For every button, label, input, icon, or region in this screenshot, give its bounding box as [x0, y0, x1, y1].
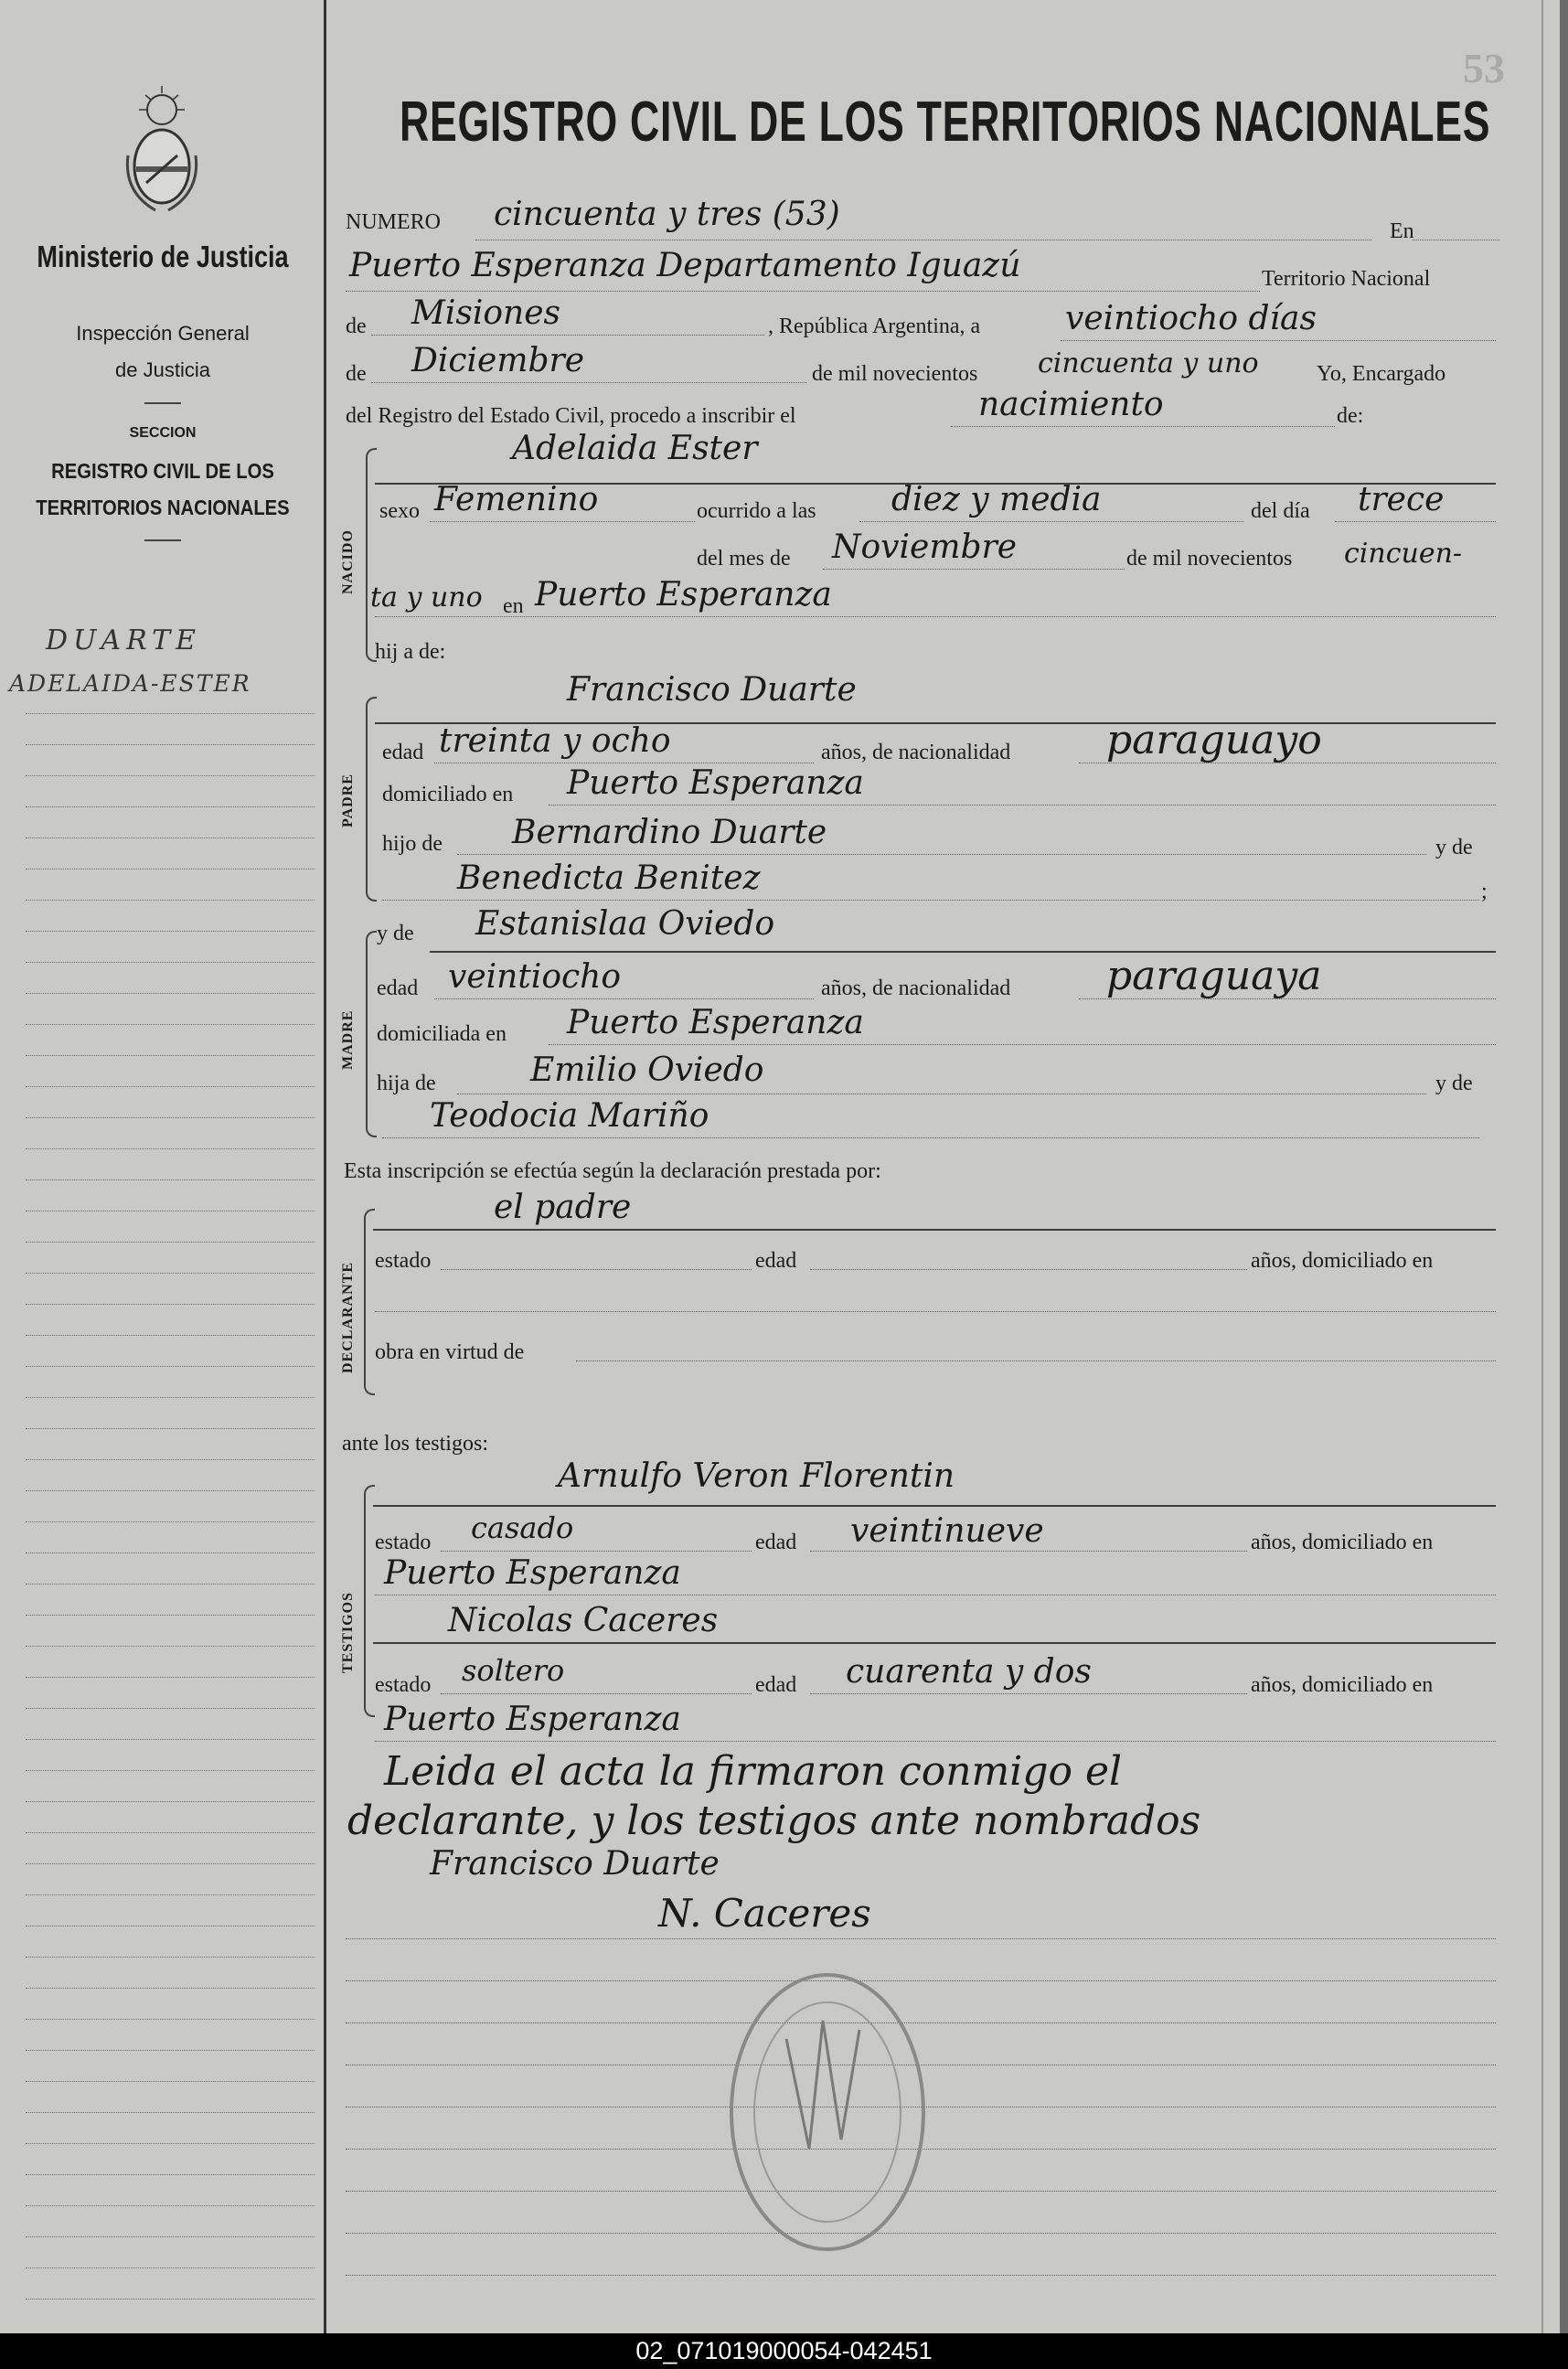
section-line1: REGISTRO CIVIL DE LOS	[51, 459, 274, 483]
hw-cierre2: declarante, y los testigos ante nombrados	[347, 1798, 1201, 1844]
ruled-line	[26, 2299, 315, 2300]
label-edad: edad	[377, 976, 419, 1000]
ruled-line	[26, 2143, 315, 2144]
ruled-line	[26, 2050, 315, 2051]
label-obra: obra en virtud de	[375, 1340, 525, 1364]
signature-testigo: N. Caceres	[658, 1891, 871, 1936]
label-estado: estado	[375, 1673, 432, 1697]
label-en2: en	[503, 594, 524, 618]
coat-of-arms-icon	[119, 82, 205, 219]
label-anos-nac: años, de nacionalidad	[821, 976, 1011, 1000]
ruled-line	[26, 2112, 315, 2113]
ruled-line	[26, 962, 315, 963]
ruled-line	[26, 2236, 315, 2237]
dotted-line	[457, 854, 1426, 855]
hw-testigo1: Arnulfo Veron Florentin	[558, 1457, 955, 1495]
divider	[144, 539, 181, 541]
ruled-line	[26, 1179, 315, 1180]
brace-nacido	[366, 448, 377, 662]
label-de: de	[346, 315, 367, 338]
dotted-line	[823, 569, 1125, 570]
label-mil: de mil novecientos	[812, 362, 978, 386]
hw-mes-nac: Noviembre	[832, 528, 1018, 566]
label-mil2: de mil novecientos	[1126, 547, 1293, 571]
dotted-line	[549, 1044, 1496, 1045]
official-stamp-icon	[722, 1966, 933, 2258]
hw-padre-nac: paraguayo	[1106, 717, 1322, 763]
label-edad: edad	[755, 1673, 797, 1697]
hw-madre-nac: paraguaya	[1106, 953, 1322, 999]
ruled-line	[26, 1304, 315, 1305]
hw-cierre1: Leida el acta la firmaron conmigo el	[384, 1748, 1123, 1795]
label-republica: , República Argentina, a	[768, 315, 981, 338]
label-inscripcion: Esta inscripción se efectúa según la declaración prestada por:	[344, 1159, 881, 1183]
hw-abuelo-m: Emilio Oviedo	[530, 1051, 764, 1089]
label-de-colon: de:	[1337, 404, 1364, 428]
dotted-line	[430, 521, 695, 522]
ruled-line	[26, 1832, 315, 1833]
label-hija-de: hija de	[377, 1072, 436, 1095]
label-anos-dom: años, domiciliado en	[1251, 1249, 1434, 1273]
sidebar	[0, 0, 325, 2333]
brace-declarante	[364, 1209, 375, 1395]
margin-given-names: ADELAIDA-ESTER	[9, 670, 251, 697]
section-line2: TERRITORIOS NACIONALES	[36, 496, 290, 519]
ruled-line	[26, 1801, 315, 1802]
label-domiciliado: domiciliado en	[382, 783, 514, 806]
dotted-line	[382, 900, 1479, 901]
label-y-de: y de	[1435, 836, 1473, 859]
label-edad: edad	[755, 1249, 797, 1273]
dotted-line	[1061, 340, 1496, 341]
ruled-line	[26, 1863, 315, 1864]
label-testigos-v: TESTIGOS	[340, 1592, 356, 1673]
hw-t1-edad: veintinueve	[850, 1512, 1044, 1550]
sidebar-border	[324, 0, 326, 2333]
dotted-line	[859, 521, 1243, 522]
hw-t2-estado: soltero	[462, 1653, 565, 1688]
hw-nombre: Adelaida Ester	[512, 430, 758, 467]
hw-dia: trece	[1358, 481, 1445, 518]
inspection-line2: de Justicia	[115, 358, 210, 381]
hw-t2-edad: cuarenta y dos	[846, 1653, 1092, 1691]
ruled-line	[346, 2275, 1496, 2276]
ruled-line	[26, 1366, 315, 1367]
label-hijo-de: hijo de	[382, 832, 443, 856]
ruled-line	[26, 869, 315, 870]
dotted-line	[434, 998, 814, 999]
scan-id-band	[0, 2333, 1568, 2369]
page-number: 53	[1463, 45, 1505, 91]
dotted-line	[382, 1137, 1479, 1138]
label-madre: MADRE	[340, 1009, 356, 1070]
label-domiciliada: domiciliada en	[377, 1022, 507, 1046]
dotted-line	[810, 1551, 1247, 1552]
label-padre: PADRE	[340, 774, 356, 827]
ruled-line	[26, 931, 315, 932]
ruled-line	[26, 1086, 315, 1087]
dotted-line	[810, 1693, 1247, 1694]
label-del-mes: del mes de	[697, 547, 791, 571]
label-testigos: ante los testigos:	[342, 1432, 488, 1456]
label-en: En	[1390, 219, 1414, 243]
hw-padre-dom: Puerto Esperanza	[567, 764, 864, 802]
label-del-dia: del día	[1251, 499, 1310, 523]
label-anos-dom: años, domiciliado en	[1251, 1531, 1434, 1554]
ruled-line	[26, 1988, 315, 1989]
dotted-line	[549, 805, 1496, 806]
hw-t1-dom: Puerto Esperanza	[384, 1554, 681, 1592]
label-territorio: Territorio Nacional	[1262, 267, 1431, 291]
hw-anio-nac-b: ta y uno	[370, 582, 483, 614]
ruled-line	[26, 1615, 315, 1616]
margin-surname: DUARTE	[46, 624, 202, 656]
dotted-line	[1079, 998, 1496, 999]
hw-abuela-m: Teodocia Mariño	[430, 1097, 709, 1135]
solid-line	[430, 951, 1496, 953]
hw-t2-dom: Puerto Esperanza	[384, 1701, 681, 1738]
label-y-de: y de	[1435, 1072, 1473, 1095]
ruled-line	[26, 1117, 315, 1118]
hw-madre: Estanislaa Oviedo	[475, 905, 775, 943]
dotted-line	[441, 1693, 752, 1694]
ruled-line	[26, 1584, 315, 1585]
section-label: SECCION	[129, 425, 197, 441]
hw-anio-nac-a: cincuen-	[1344, 538, 1463, 570]
label-ocurrido: ocurrido a las	[697, 499, 816, 523]
ruled-line	[26, 900, 315, 901]
ruled-line	[26, 1397, 315, 1398]
label-nacido: NACIDO	[340, 529, 356, 594]
dotted-line	[371, 382, 806, 383]
ruled-line	[26, 775, 315, 776]
hw-abuelo-p: Bernardino Duarte	[512, 814, 827, 851]
ruled-line	[26, 2174, 315, 2175]
dotted-line	[375, 1311, 1496, 1312]
hw-acto: nacimiento	[978, 386, 1164, 423]
ruled-line	[26, 1677, 315, 1678]
brace-padre	[366, 697, 377, 902]
hw-mes: Diciembre	[411, 342, 585, 379]
dotted-line	[441, 1551, 752, 1552]
label-declarante: DECLARANTE	[340, 1261, 356, 1373]
ruled-line	[26, 1646, 315, 1647]
signature-padre: Francisco Duarte	[430, 1845, 720, 1883]
ruled-line	[26, 1739, 315, 1740]
ruled-line	[26, 1273, 315, 1274]
ruled-line	[26, 744, 315, 745]
label-hija: hij a de:	[375, 640, 446, 664]
hw-declarante: el padre	[494, 1189, 632, 1226]
solid-line	[373, 1642, 1496, 1644]
label-anos-dom: años, domiciliado en	[1251, 1673, 1434, 1697]
brace-testigos	[364, 1485, 375, 1717]
hw-testigo2: Nicolas Caceres	[448, 1602, 719, 1639]
ruled-line	[26, 1024, 315, 1025]
hw-lugar-nac: Puerto Esperanza	[535, 576, 832, 614]
hw-padre: Francisco Duarte	[567, 671, 857, 709]
hw-lugar: Puerto Esperanza Departamento Iguazú	[349, 247, 1021, 284]
ruled-line	[26, 1490, 315, 1491]
ruled-line	[26, 1521, 315, 1522]
brace-madre	[366, 931, 377, 1137]
ruled-line	[26, 1957, 315, 1958]
label-registro: del Registro del Estado Civil, procedo a inscribir el	[346, 404, 796, 428]
label-yo: Yo, Encargado	[1317, 362, 1446, 386]
hw-t1-estado: casado	[471, 1510, 574, 1545]
ruled-line	[26, 1148, 315, 1149]
hw-madre-edad: veintiocho	[448, 958, 622, 996]
page-margin-rule	[1541, 0, 1543, 2333]
hw-abuela-p: Benedicta Benitez	[457, 859, 761, 897]
ruled-line	[26, 2205, 315, 2206]
ruled-line	[26, 1459, 315, 1460]
ruled-line	[26, 713, 315, 714]
dotted-line	[951, 426, 1335, 427]
hw-numero: cincuenta y tres (53)	[494, 196, 840, 233]
dotted-line	[810, 1269, 1247, 1270]
hw-madre-dom: Puerto Esperanza	[567, 1004, 864, 1041]
ruled-line	[26, 806, 315, 807]
dotted-line	[371, 335, 764, 336]
dotted-line	[441, 1269, 752, 1270]
label-de: de	[346, 362, 367, 386]
label-anos-nac: años, de nacionalidad	[821, 741, 1011, 764]
ruled-line	[26, 1708, 315, 1709]
label-edad: edad	[755, 1531, 797, 1554]
ruled-line	[26, 2081, 315, 2082]
hw-territorio: Misiones	[411, 294, 561, 332]
label-edad: edad	[382, 741, 424, 764]
dotted-line	[375, 616, 1496, 617]
ruled-line	[26, 1335, 315, 1336]
label-numero: NUMERO	[346, 210, 442, 234]
ruled-line	[346, 1938, 1496, 1939]
label-semicolon: ;	[1481, 880, 1488, 903]
solid-line	[373, 1229, 1496, 1231]
dotted-line	[375, 1741, 1496, 1742]
page-edge	[1560, 0, 1568, 2333]
label-sexo: sexo	[379, 499, 420, 523]
label-estado: estado	[375, 1249, 432, 1273]
inspection-line1: Inspección General	[76, 322, 250, 345]
ruled-line	[26, 1242, 315, 1243]
scan-id: 02_071019000054-042451	[635, 2337, 933, 2364]
ministry-title: Ministerio de Justicia	[37, 240, 289, 273]
hw-sexo: Femenino	[434, 481, 599, 518]
hw-hora: diez y media	[891, 481, 1102, 518]
label-estado: estado	[375, 1531, 432, 1554]
dotted-line	[1335, 521, 1496, 522]
divider	[144, 402, 181, 404]
hw-padre-edad: treinta y ocho	[439, 722, 671, 760]
ruled-line	[26, 1428, 315, 1429]
hw-fecha: veintiocho días	[1065, 300, 1317, 337]
ruled-line	[26, 993, 315, 994]
page-title: REGISTRO CIVIL DE LOS TERRITORIOS NACIONALES	[400, 91, 1491, 154]
hw-anio: cincuenta y uno	[1038, 347, 1259, 379]
label-madre-y-de: y de	[377, 922, 414, 945]
solid-line	[373, 1505, 1496, 1507]
ruled-line	[26, 1055, 315, 1056]
ruled-line	[26, 1894, 315, 1895]
dotted-line	[346, 291, 1260, 292]
ruled-line	[26, 1770, 315, 1771]
ruled-line	[26, 2019, 315, 2020]
